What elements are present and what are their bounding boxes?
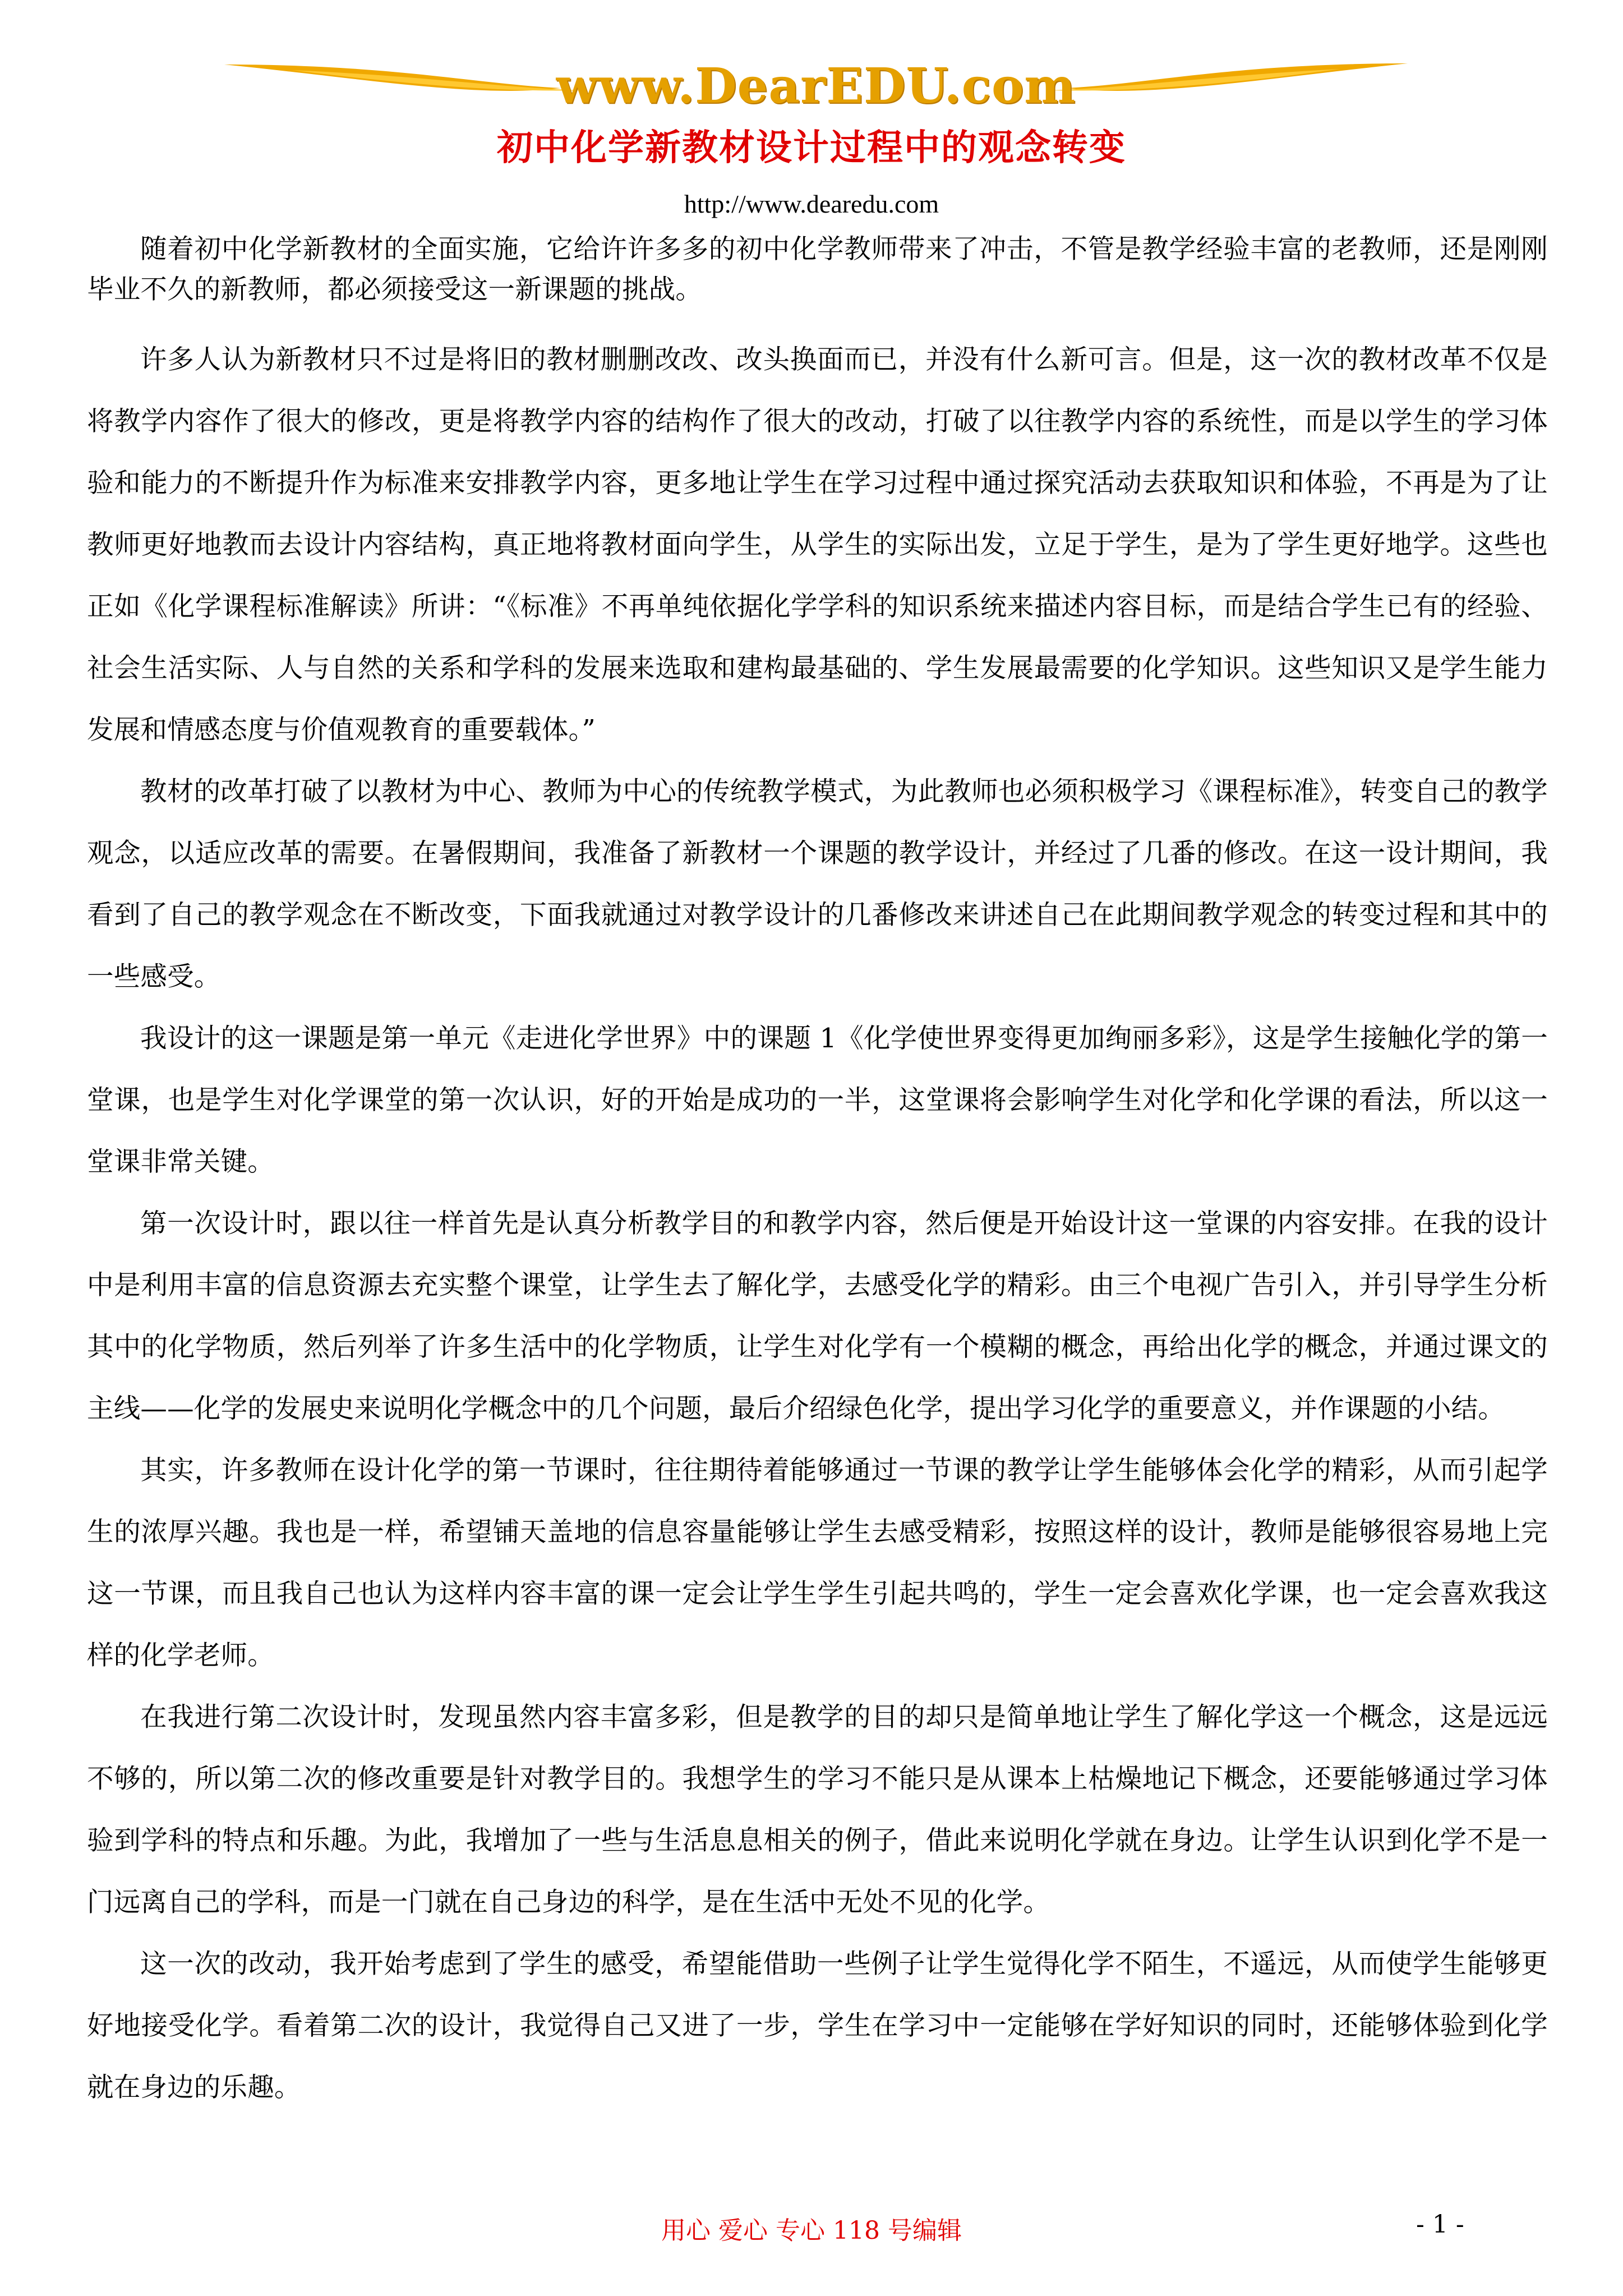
paragraph-3: 教材的改革打破了以教材为中心、教师为中心的传统教学模式，为此教师也必须积极学习《课程标准》，转变自己的教学观念，以适应改革的需要。在暑假期间，我准备了新教材一个课题的教学设计，并经过了几番的修改。在这一设计期间，我看到了自己的教学观念在不断改变，下面我就通过对教学设计的几番修改来讲述自己在此期间教学观念的转变过程和其中的一些感受。 [87,776,1548,992]
paragraph-6: 其实，许多教师在设计化学的第一节课时，往往期待着能够通过一节课的教学让学生能够体会化学的精彩，从而引起学生的浓厚兴趣。我也是一样，希望铺天盖地的信息容量能够让学生去感受精彩，按照这样的设计，教师是能够很容易地上完这一节课，而且我自己也认为这样内容丰富的课一定会让学生学生引起共鸣的，学生一定会喜欢化学课，也一定会喜欢我这样的化学老师。 [87,1455,1548,1671]
document-body [87,222,1548,2119]
site-banner [224,53,1408,121]
paragraph-8: 这一次的改动，我开始考虑到了学生的感受，希望能借助一些例子让学生觉得化学不陌生，不遥远，从而使学生能够更好地接受化学。看着第二次的设计，我觉得自己又进了一步，学生在学习中一定能够在学好知识的同时，还能够体验到化学就在身边的乐趣。 [87,1949,1548,2103]
paragraph-7: 在我进行第二次设计时，发现虽然内容丰富多彩，但是教学的目的却只是简单地让学生了解化学这一个概念，这是远远不够的，所以第二次的修改重要是针对教学目的。我想学生的学习不能只是从课本上枯燥地记下概念，还要能够通过学习体验到学科的特点和乐趣。为此，我增加了一些与生活息息相关的例子，借此来说明化学就在身边。让学生认识到化学不是一门远离自己的学科，而是一门就在自己身边的科学，是在生活中无处不见的化学。 [87,1702,1548,1918]
page-number: - 1 - [1416,2210,1464,2239]
source-url-link[interactable]: http://www.dearedu.com [684,190,939,218]
footer-slogan: 用心 爱心 专心 118 号编辑 [661,2216,962,2245]
site-logo[interactable]: www.DearEDU.com [556,58,1076,114]
paragraph-2: 许多人认为新教材只不过是将旧的教材删删改改、改头换面而已，并没有什么新可言。但是，这一次的教材改革不仅是将教学内容作了很大的修改，更是将教学内容的结构作了很大的改动，打破了以往教学内容的系统性，而是以学生的学习体验和能力的不断提升作为标准来安排教学内容，更多地让学生在学习过程中通过探究活动去获取知识和体验，不再是为了让教师更好地教而去设计内容结构，真正地将教材面向学生，从学生的实际出发，立足于学生，是为了学生更好地学。这些也正如《化学课程标准解读》所讲：“《标准》不再单纯依据化学学科的知识系统来描述内容目标，而是结合学生已有的经验、社会生活实际、人与自然的关系和学科的发展来选取和建构最基础的、学生发展最需要的化学知识。这些知识又是学生能力发展和情感态度与价值观教育的重要载体。” [87,344,1548,746]
paragraph-1: 随着初中化学新教材的全面实施，它给许许多多的初中化学教师带来了冲击，不管是教学经验丰富的老教师，还是刚刚毕业不久的新教师，都必须接受这一新课题的挑战。 [87,234,1548,305]
document-title: 初中化学新教材设计过程中的观念转变 [497,127,1126,169]
paragraph-4: 我设计的这一课题是第一单元《走进化学世界》中的课题 1《化学使世界变得更加绚丽多彩》，这是学生接触化学的第一堂课，也是学生对化学课堂的第一次认识，好的开始是成功的一半，这堂课将会影响学生对化学和化学课的看法，所以这一堂课非常关键。 [87,1023,1548,1177]
page-footer [0,2210,1623,2244]
paragraph-5: 第一次设计时，跟以往一样首先是认真分析教学目的和教学内容，然后便是开始设计这一堂课的内容安排。在我的设计中是利用丰富的信息资源去充实整个课堂，让学生去了解化学，去感受化学的精彩。由三个电视广告引入，并引导学生分析其中的化学物质，然后列举了许多生活中的化学物质，让学生对化学有一个模糊的概念，再给出化学的概念，并通过课文的主线——化学的发展史来说明化学概念中的几个问题，最后介绍绿色化学，提出学习化学的重要意义，并作课题的小结。 [87,1208,1548,1424]
